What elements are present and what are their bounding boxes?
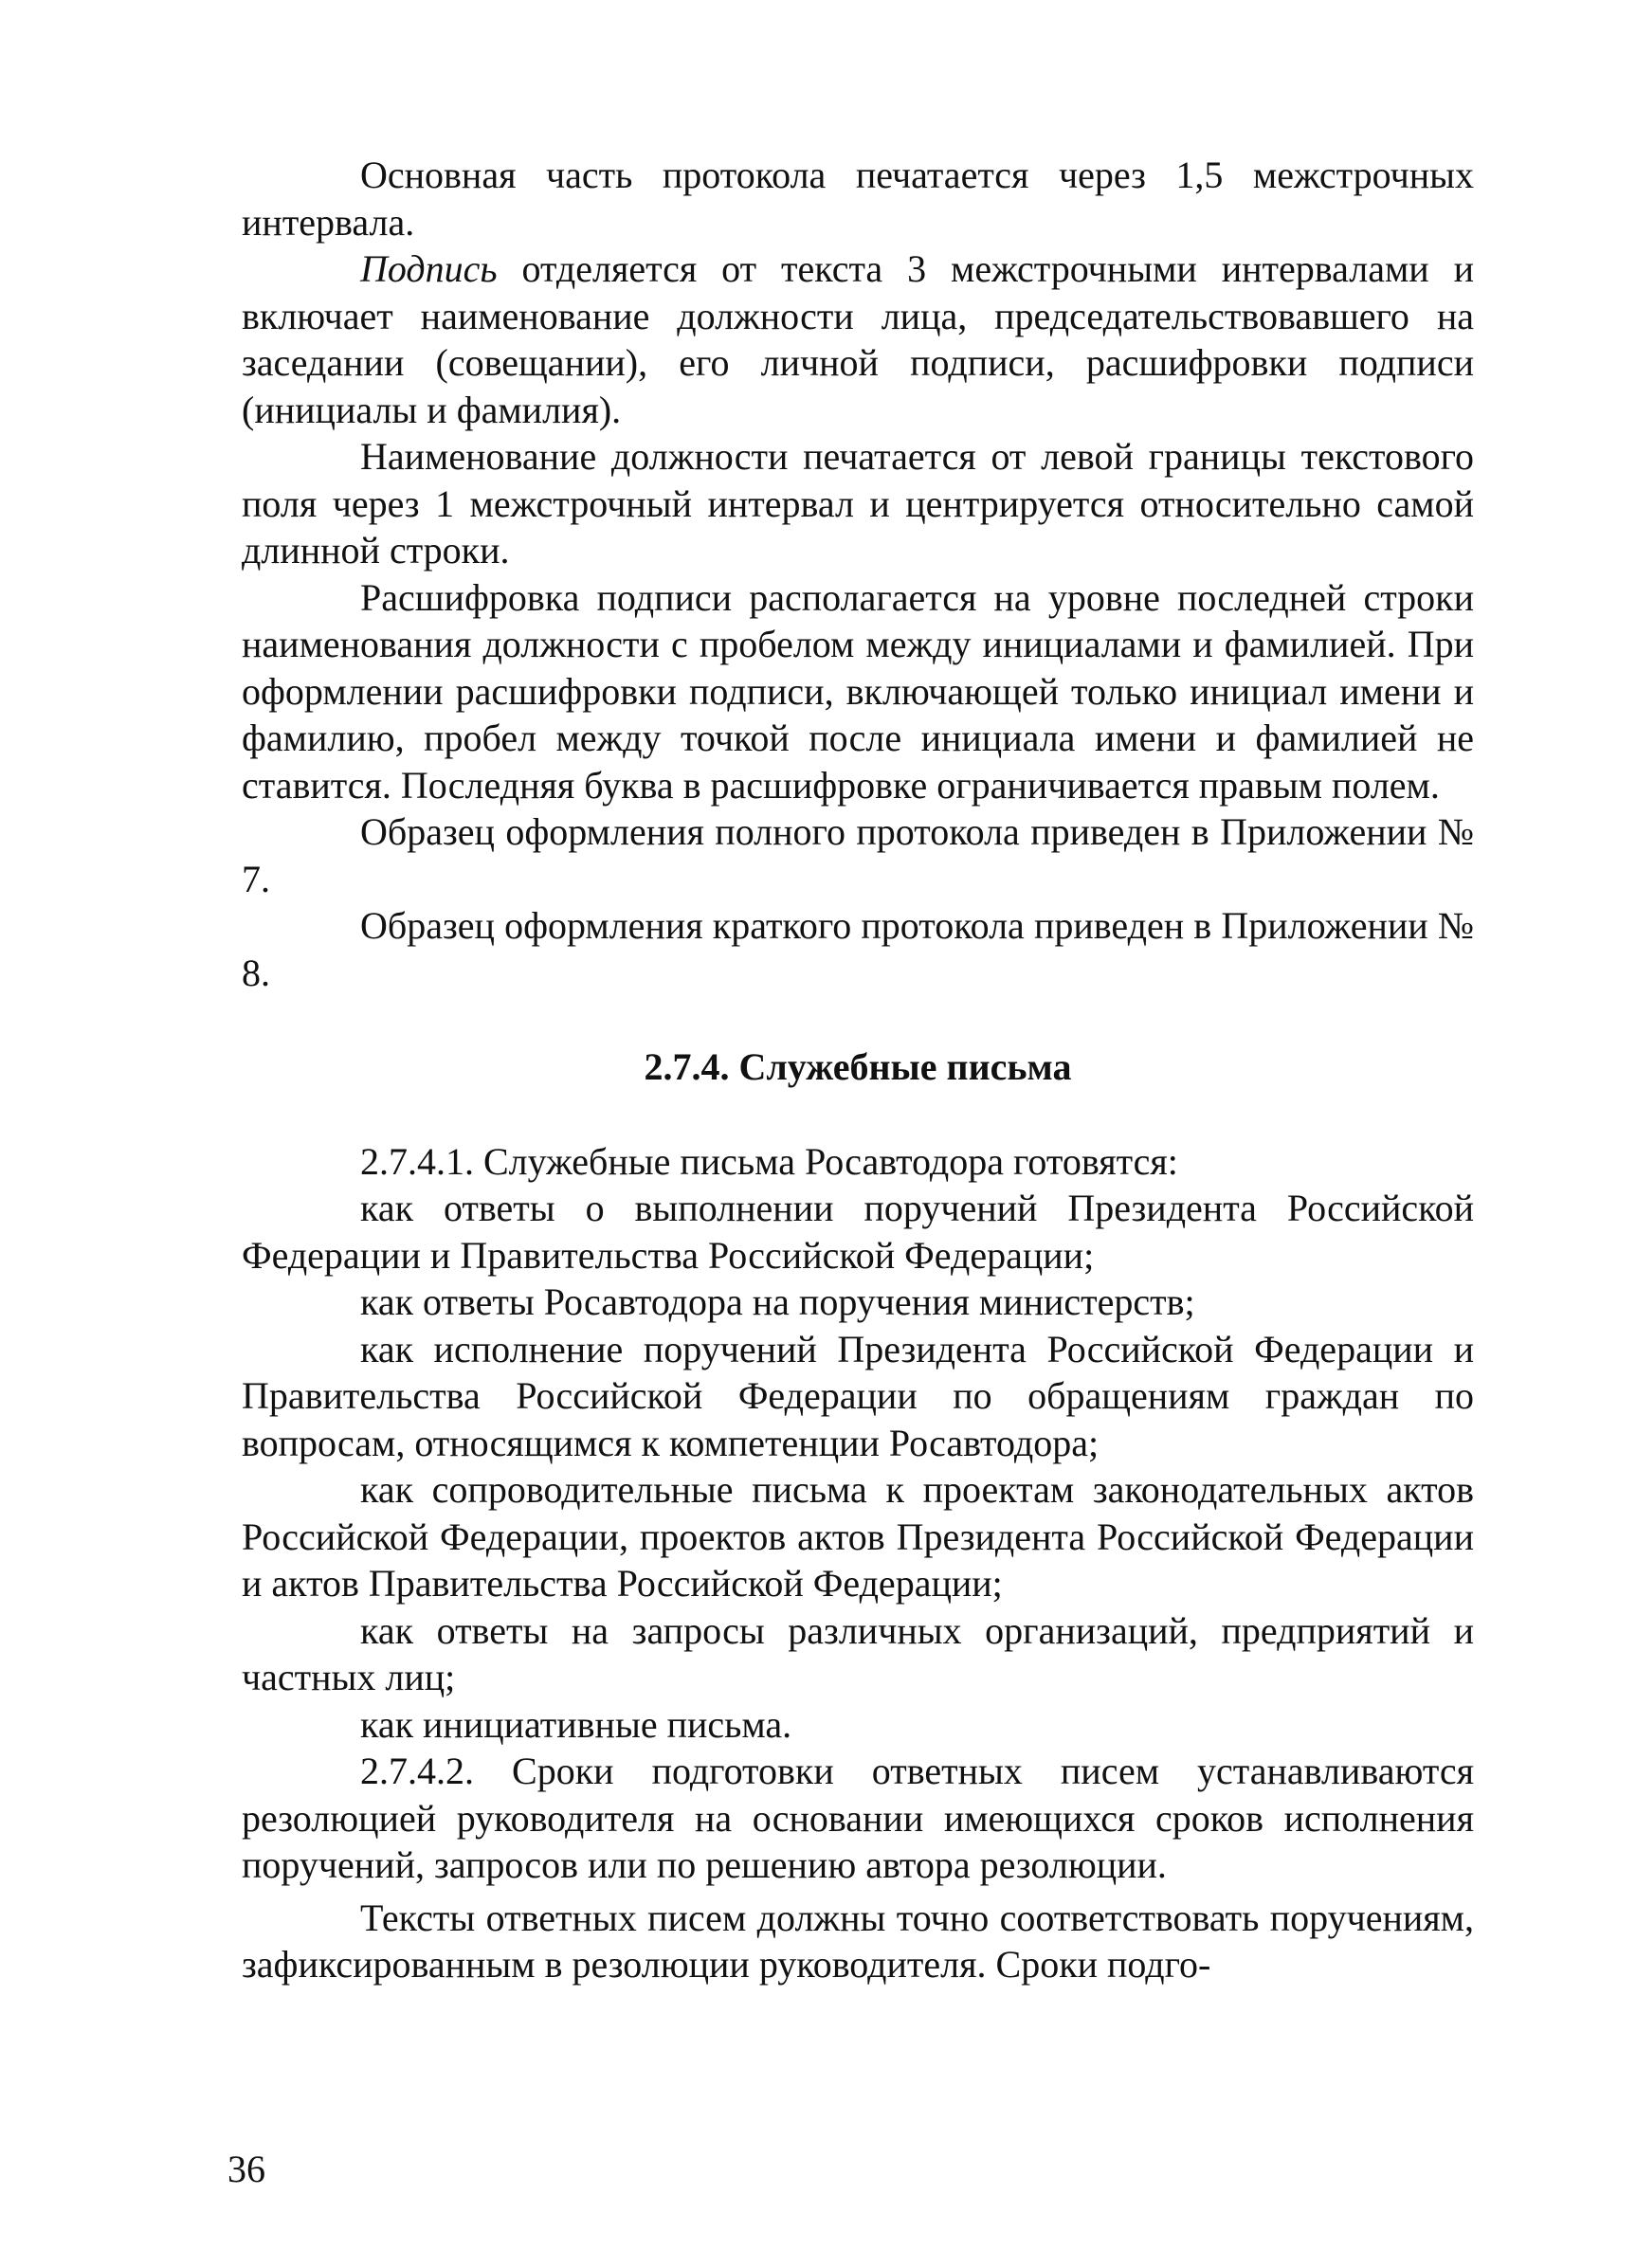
paragraph-position-title: Наименование должности печатается от левой границы текстового поля через 1 межстрочный интервал и центрируется относительно самой длинной строки.	[242, 435, 1474, 572]
list-item: как инициативные письма.	[360, 1702, 792, 1746]
paragraph-signature	[242, 245, 1474, 433]
paragraph-signature-decoding: Расшифровка подписи располагается на уровне последней строки наименования должности с пробелом между инициалами и фамилией. При оформлении расшифровки подписи, включающей только инициал имени и фамилию, пробел между точкой после инициала имени и фамилией не ставится. Последняя буква в расшифровке ограничивается правым полем.	[242, 575, 1474, 807]
paragraph-letters-intro: 2.7.4.1. Служебные письма Росавтодора готовятся:	[360, 1139, 1178, 1183]
list-item: как ответы о выполнении поручений Президента Российской Федерации и Правительства Российской Федерации;	[242, 1187, 1474, 1277]
paragraph-deadlines: 2.7.4.2. Сроки подготовки ответных писем устанавливаются резолюцией руководителя на основании имеющихся сроков исполнения поручений, запросов или по решению автора резолюции.	[242, 1750, 1474, 1886]
list-item: как сопроводительные письма к проектам законодательных актов Российской Федерации, проектов актов Президента Российской Федерации и актов Правительства Российской Федерации;	[242, 1468, 1474, 1605]
list-item: как ответы Росавтодора на поручения министерств;	[360, 1280, 1195, 1323]
section-heading: 2.7.4. Служебные письма	[644, 1045, 1072, 1088]
list-item: как ответы на запросы различных организаций, предприятий и частных лиц;	[242, 1608, 1474, 1698]
page-number: 36	[227, 2148, 265, 2190]
document-body	[242, 152, 1474, 1988]
paragraph-protocol-spacing: Основная часть протокола печатается через 1,5 межстрочных интервала.	[242, 154, 1474, 244]
paragraph-full-protocol-sample: Образец оформления полного протокола приведен в Приложении № 7.	[242, 810, 1474, 900]
signature-description: отделяется от текста 3 межстрочными интервалами и включает наименование должности лица, председательствовавшего на заседании (совещании), его личной подписи, расшифровки подписи (инициалы и фамилия).	[242, 247, 1474, 431]
signature-term: Подпись	[360, 247, 498, 290]
paragraph-response-texts: Тексты ответных писем должны точно соответствовать поручениям, зафиксированным в резолюции руководителя. Сроки подго-	[242, 1896, 1474, 1986]
list-item: как исполнение поручений Президента Российской Федерации и Правительства Российской Федерации по обращениям граждан по вопросам, относящимся к компетенции Росавтодора;	[242, 1327, 1474, 1464]
paragraph-short-protocol-sample: Образец оформления краткого протокола приведен в Приложении № 8.	[242, 904, 1474, 994]
